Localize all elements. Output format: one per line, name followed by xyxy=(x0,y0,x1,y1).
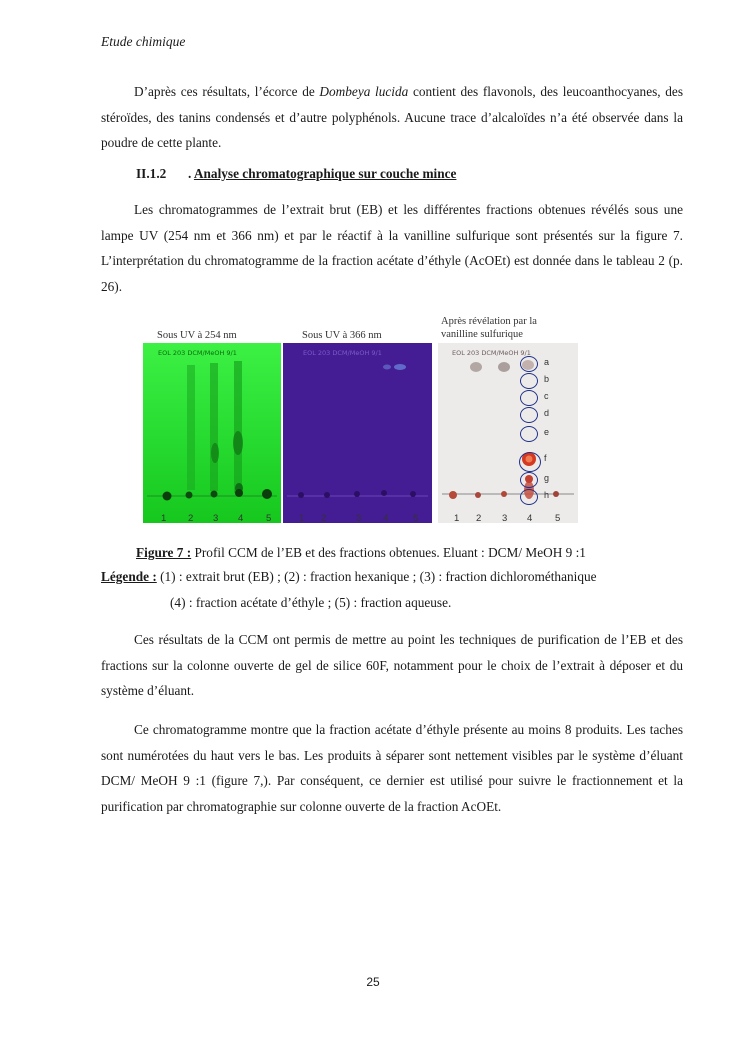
lane-label-vanillin-4: 4 xyxy=(527,513,533,524)
spot-letter-f: f xyxy=(544,453,547,463)
paragraph-conclusion xyxy=(101,717,683,819)
vanillin-label-line2: vanilline sulfurique xyxy=(441,329,523,340)
legend-label: Légende : xyxy=(101,569,157,584)
lane-label-uv254-1: 1 xyxy=(161,513,167,524)
lane-label-uv254-3: 3 xyxy=(213,513,219,524)
species-name: Dombeya lucida xyxy=(319,84,409,99)
paragraph-chromatograms-text: Les chromatogrammes de l’extrait brut (EB) et les différentes fractions obtenues révélés sous une lampe UV (254 nm et 366 nm) et par le réactif à la vanilline sulfurique sont présentés sur la figure 7. L’interprétation du chromatogramme de la fraction acétate d’éthyle (AcOEt) est donnée dans le tableau 2 (p. 26). xyxy=(101,202,683,294)
spot-circle-c xyxy=(520,390,538,406)
section-title-prefix: . xyxy=(188,166,194,181)
lane-label-vanillin-1: 1 xyxy=(454,513,460,524)
lane-label-uv254-5: 5 xyxy=(266,513,272,524)
page-number: 25 xyxy=(366,975,380,989)
section-heading xyxy=(136,166,456,182)
spot-circle-f xyxy=(519,452,541,472)
vanillin-label-line1: Après révélation par la xyxy=(441,316,537,327)
paragraph-ccm-results xyxy=(101,627,683,704)
paragraph-results xyxy=(101,79,683,156)
legend-text-1: (1) : extrait brut (EB) ; (2) : fraction hexanique ; (3) : fraction dichlorométhanique xyxy=(156,569,597,584)
spot-circle-a xyxy=(520,356,538,372)
spot-letter-d: d xyxy=(544,408,550,418)
caption-label: Figure 7 : xyxy=(136,545,192,560)
spot-circle-b xyxy=(520,373,538,389)
plate-vanillin xyxy=(438,343,578,523)
legend-line-1 xyxy=(101,569,683,585)
spot-letter-e: e xyxy=(544,427,550,437)
plate-vanillin-handwriting: EOL 203 DCM/MeOH 9/1 xyxy=(452,349,531,357)
lane-label-uv366-5: 5 xyxy=(413,513,419,524)
section-number: II.1.2 xyxy=(136,166,167,181)
paragraph-results-text-a: D’après ces résultats, l’écorce de xyxy=(134,84,320,99)
plate-uv254-handwriting: EOL 203 DCM/MeOH 9/1 xyxy=(158,349,237,357)
spot-letter-h: h xyxy=(544,490,550,500)
paragraph-results-text-b: contient des flavonols, des leucoanthocyanes, des stéroïdes, des tanins condensés et d’autre polyphénols. Aucune trace d’alcaloïdes n’a été observée dans la poudre de cette plante. xyxy=(101,84,683,150)
spot-letter-g: g xyxy=(544,473,550,483)
uv254-label: Sous UV à 254 nm xyxy=(157,330,237,341)
tlc-figure xyxy=(143,313,579,525)
spot-circle-e xyxy=(520,426,538,442)
paragraph-chromatograms xyxy=(101,197,683,299)
section-title: Analyse chromatographique sur couche mince xyxy=(193,166,457,181)
plate-uv366 xyxy=(283,343,432,523)
spot-circle-d xyxy=(520,407,538,423)
running-header: Etude chimique xyxy=(101,34,186,49)
legend-line-2: (4) : fraction acétate d’éthyle ; (5) : fraction aqueuse. xyxy=(170,595,452,610)
spot-letter-a: a xyxy=(544,357,550,367)
lane-label-uv366-4: 4 xyxy=(383,513,389,524)
spot-letter-c: c xyxy=(544,391,549,401)
uv366-label: Sous UV à 366 nm xyxy=(302,330,382,341)
lane-label-uv366-1: 1 xyxy=(299,513,305,524)
caption-text: Profil CCM de l’EB et des fractions obtenues. Eluant : DCM/ MeOH 9 :1 xyxy=(191,545,586,560)
lane-label-uv254-2: 2 xyxy=(188,513,194,524)
lane-label-vanillin-2: 2 xyxy=(476,513,482,524)
spot-circle-h xyxy=(520,489,538,505)
spot-circle-g xyxy=(520,472,538,488)
lane-label-uv366-3: 3 xyxy=(356,513,362,524)
paragraph-ccm-results-text: Ces résultats de la CCM ont permis de mettre au point les techniques de purification de l’EB et des fractions sur la colonne ouverte de gel de silice 60F, notamment pour le choix de l’extrait à déposer et du système d’éluant. xyxy=(101,632,683,698)
spot-letter-b: b xyxy=(544,374,550,384)
lane-label-vanillin-3: 3 xyxy=(502,513,508,524)
lane-label-uv254-4: 4 xyxy=(238,513,244,524)
lane-label-vanillin-5: 5 xyxy=(555,513,561,524)
plate-uv254 xyxy=(143,343,281,523)
plate-uv366-handwriting: EOL 203 DCM/MeOH 9/1 xyxy=(303,349,382,357)
lane-label-uv366-2: 2 xyxy=(321,513,327,524)
figure-caption xyxy=(136,545,586,561)
paragraph-conclusion-text: Ce chromatogramme montre que la fraction acétate d’éthyle présente au moins 8 produits. Les taches sont numérotées du haut vers le bas. Les produits à séparer sont nettement visibles par le système d’éluant DCM/ MeOH 9 :1 (figure 7,). Par conséquent, ce dernier est utilisé pour suivre le fractionnement et la purification par chromatographie sur colonne ouverte de la fraction AcOEt. xyxy=(101,722,683,814)
